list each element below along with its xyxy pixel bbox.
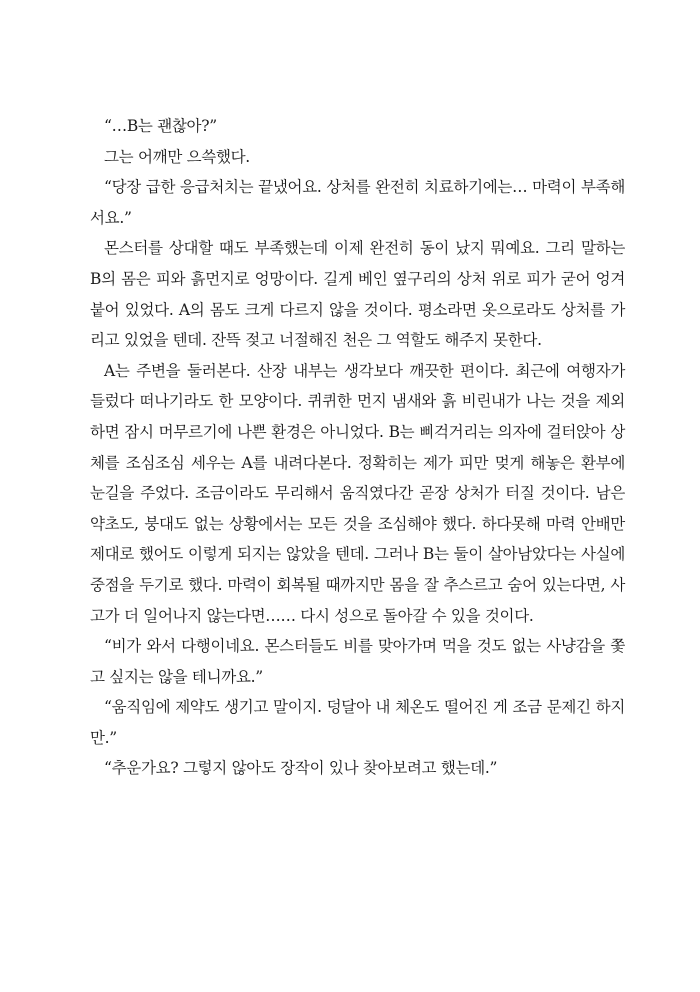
paragraph-dialogue-3: “비가 와서 다행이네요. 몬스터들도 비를 맞아가며 먹을 것도 없는 사냥감을 쫓고 싶지는 않을 테니까요.” xyxy=(90,637,625,686)
paragraph-dialogue-1: “…B는 괜찮아?” xyxy=(104,117,217,135)
paragraph-dialogue-5: “추운가요? 그렇지 않아도 장작이 있나 찾아보려고 했는데.” xyxy=(104,759,498,778)
paragraph-dialogue-2: “당장 급한 응급처치는 끝냈어요. 상처를 완전히 치료하기에는… 마력이 부족해서요.” xyxy=(90,178,625,227)
body-text xyxy=(90,111,625,784)
paragraph-narration-1: 그는 어깨만 으쓱했다. xyxy=(104,147,250,166)
paragraph-narration-2: 몬스터를 상대할 때도 부족했는데 이제 완전히 동이 났지 뭐예요. 그리 말하는 B의 몸은 피와 흙먼지로 엉망이다. 길게 베인 옆구리의 상처 위로 피가 굳어 엉겨 붙어 있었다. A의 몸도 크게 다르지 않을 것이다. 평소라면 옷으로라도 상처를 가리고 있었을 텐데. 잔뜩 젖고 너절해진 천은 그 역할도 해주지 못한다. xyxy=(90,239,625,350)
paragraph-dialogue-4: “움직임에 제약도 생기고 말이지. 덩달아 내 체온도 떨어진 게 조금 문제긴 하지만.” xyxy=(90,698,625,747)
paragraph-narration-3: A는 주변을 둘러본다. 산장 내부는 생각보다 깨끗한 편이다. 최근에 여행자가 들렀다 떠나기라도 한 모양이다. 퀴퀴한 먼지 냄새와 흙 비린내가 나는 것을 제외하면 잠시 머무르기에 나쁜 환경은 아니었다. B는 삐걱거리는 의자에 걸터앉아 상체를 조심조심 세우는 A를 내려다본다. 정확히는 제가 피만 멎게 해놓은 환부에 눈길을 주었다. 조금이라도 무리해서 움직였다간 곧장 상처가 터질 것이다. 남은 약초도, 붕대도 없는 상황에서는 모든 것을 조심해야 했다. 하다못해 마력 안배만 제대로 했어도 이렇게 되지는 않았을 텐데. 그러나 B는 둘이 살아남았다는 사실에 중점을 두기로 했다. 마력이 회복될 때까지만 몸을 잘 추스르고 숨어 있는다면, 사고가 더 일어나지 않는다면…… 다시 성으로 돌아갈 수 있을 것이다. xyxy=(90,361,625,625)
